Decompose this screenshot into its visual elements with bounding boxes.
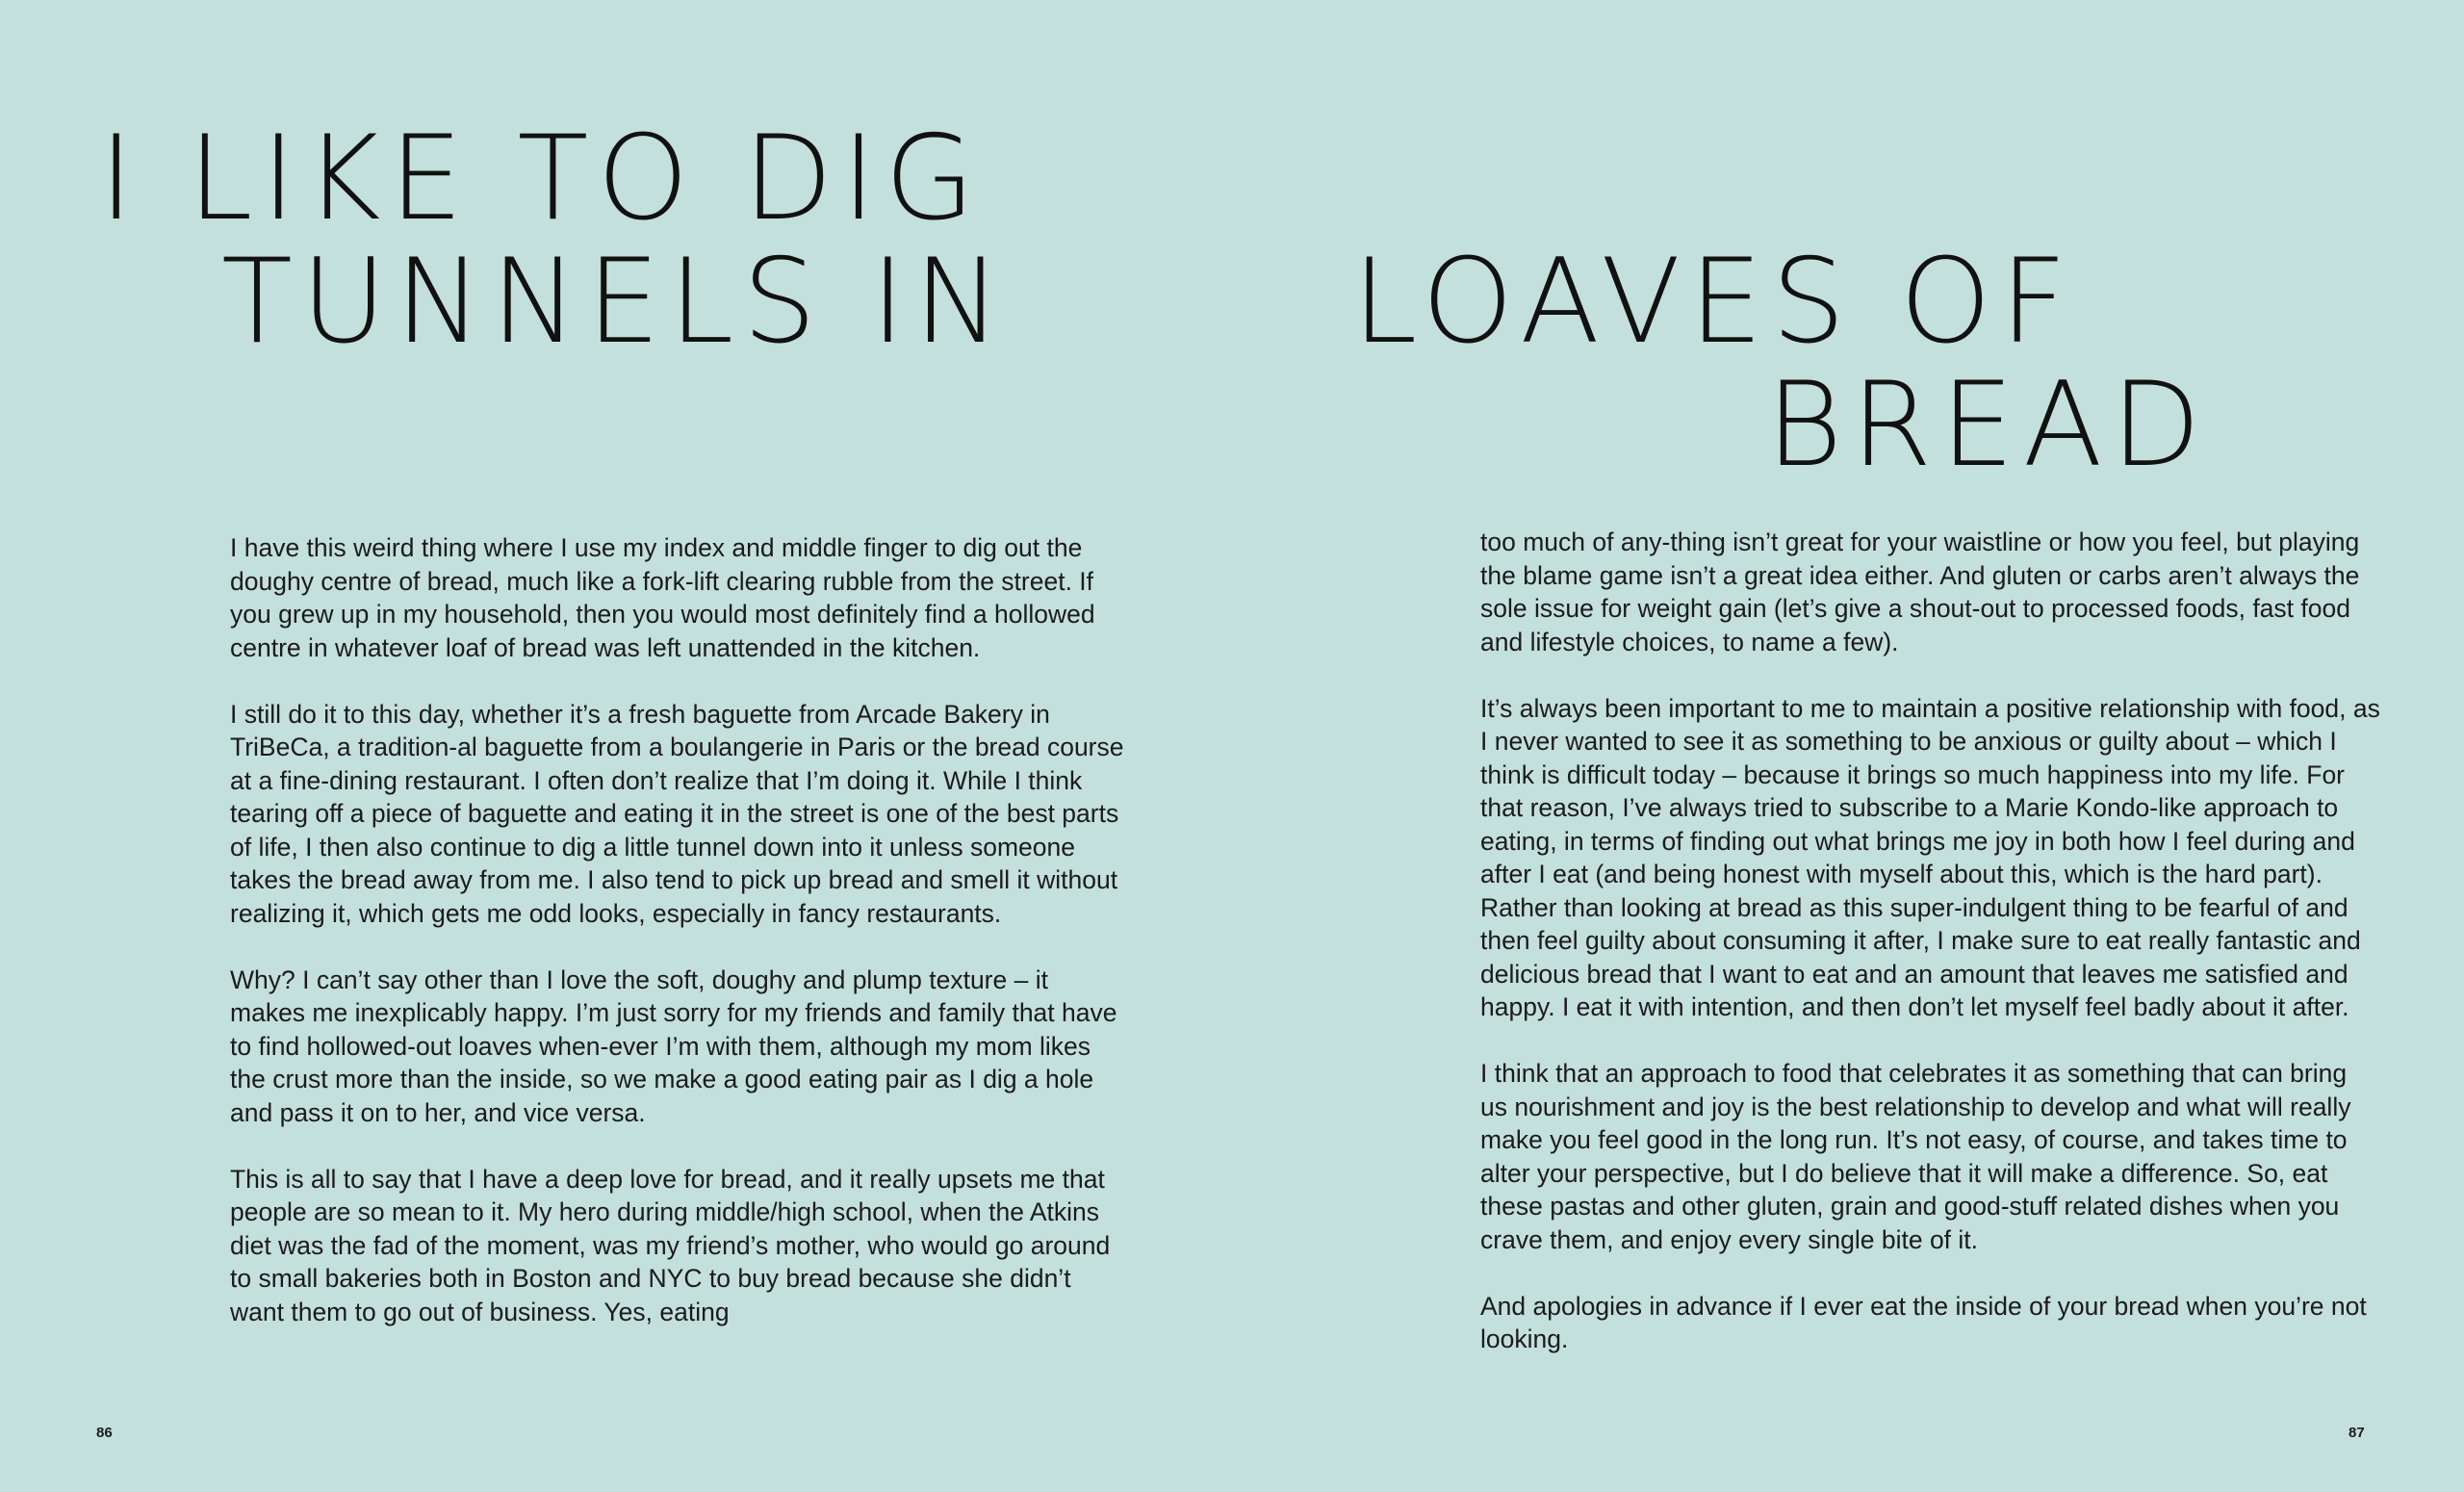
right-paragraph-3: I think that an approach to food that celebrates it as something that can bring us nourishment and joy is the best relationship to develop and what will really make you feel good in the long run. It’s not easy, of course, and takes time to alter your perspective, but I do believe that it will make a difference. So, eat these pastas and other gluten, grain and good-stuff related dishes when you crave them, and enjoy every single bite of it. [1480, 1059, 2351, 1254]
left-body-text [230, 531, 1125, 1328]
left-paragraph-4: This is all to say that I have a deep love for bread, and it really upsets me that people are so mean to it. My hero during middle/high school, when the Atkins diet was the fad of the moment, was my friend’s mother, who would go around to small bakeries both in Boston and NYC to buy bread because she didn’t want them to go out of business. Yes, eating [230, 1164, 1111, 1326]
right-paragraph-1: too much of any-thing isn’t great for your waistline or how you feel, but playing the blame game isn’t a great idea either. And gluten or carbs aren’t always the sole issue for weight gain (let’s give a shout-out to processed foods, fast food and lifestyle choices, to name a few). [1480, 527, 2360, 656]
headline-line-2: TUNNELS IN [221, 234, 1010, 370]
headline-line-1: I LIKE TO DIG [99, 111, 984, 246]
page-number-left: 86 [96, 1425, 113, 1441]
headline-line-4: BREAD [1766, 357, 2210, 493]
page-number-right: 87 [2348, 1425, 2365, 1441]
right-body-text [1480, 526, 2380, 1356]
headline-line-3: LOAVES OF [1352, 234, 2076, 370]
right-page [1232, 0, 2464, 1492]
left-paragraph-3: Why? I can’t say other than I love the soft, doughy and plump texture – it makes me inexplicably happy. I’m just sorry for my friends and family that have to find hollowed-out loaves when-ever I’m with them, although my mom likes the crust more than the inside, so we make a good eating pair as I dig a hole and pass it on to her, and vice versa. [230, 965, 1117, 1127]
left-paragraph-1: I have this weird thing where I use my index and middle finger to dig out the doughy centre of bread, much like a fork-lift clearing rubble from the street. If you grew up in my household, then you would most definitely find a hollowed centre in whatever loaf of bread was left unattended in the kitchen. [230, 533, 1095, 662]
right-paragraph-4: And apologies in advance if I ever eat the inside of your bread when you’re not looking. [1480, 1291, 2367, 1353]
right-paragraph-2: It’s always been important to me to maintain a positive relationship with food, as I never wanted to see it as something to be anxious or guilty about – which I think is difficult today – because it brings so much happiness into my life. For that reason, I’ve always tried to subscribe to a Marie Kondo-like approach to eating, in terms of finding out what brings me joy in both how I feel during and after I eat (and being honest with myself about this, which is the hard part). Rather than looking at bread as this super-indulgent thing to be fearful of and then feel guilty about consuming it after, I make sure to eat really fantastic and delicious bread that I want to eat and an amount that leaves me satisfied and happy. I eat it with intention, and then don’t let myself feel badly about it after. [1480, 693, 2380, 1021]
left-paragraph-2: I still do it to this day, whether it’s a fresh baguette from Arcade Bakery in TriBeCa, a tradition-al baguette from a boulangerie in Paris or the bread course at a fine-dining restaurant. I often don’t realize that I’m doing it. While I think tearing off a piece of baguette and eating it in the street is one of the best parts of life, I then also continue to dig a little tunnel down into it unless someone takes the bread away from me. I also tend to pick up bread and smell it without realizing it, which gets me odd looks, especially in fancy restaurants. [230, 699, 1124, 928]
